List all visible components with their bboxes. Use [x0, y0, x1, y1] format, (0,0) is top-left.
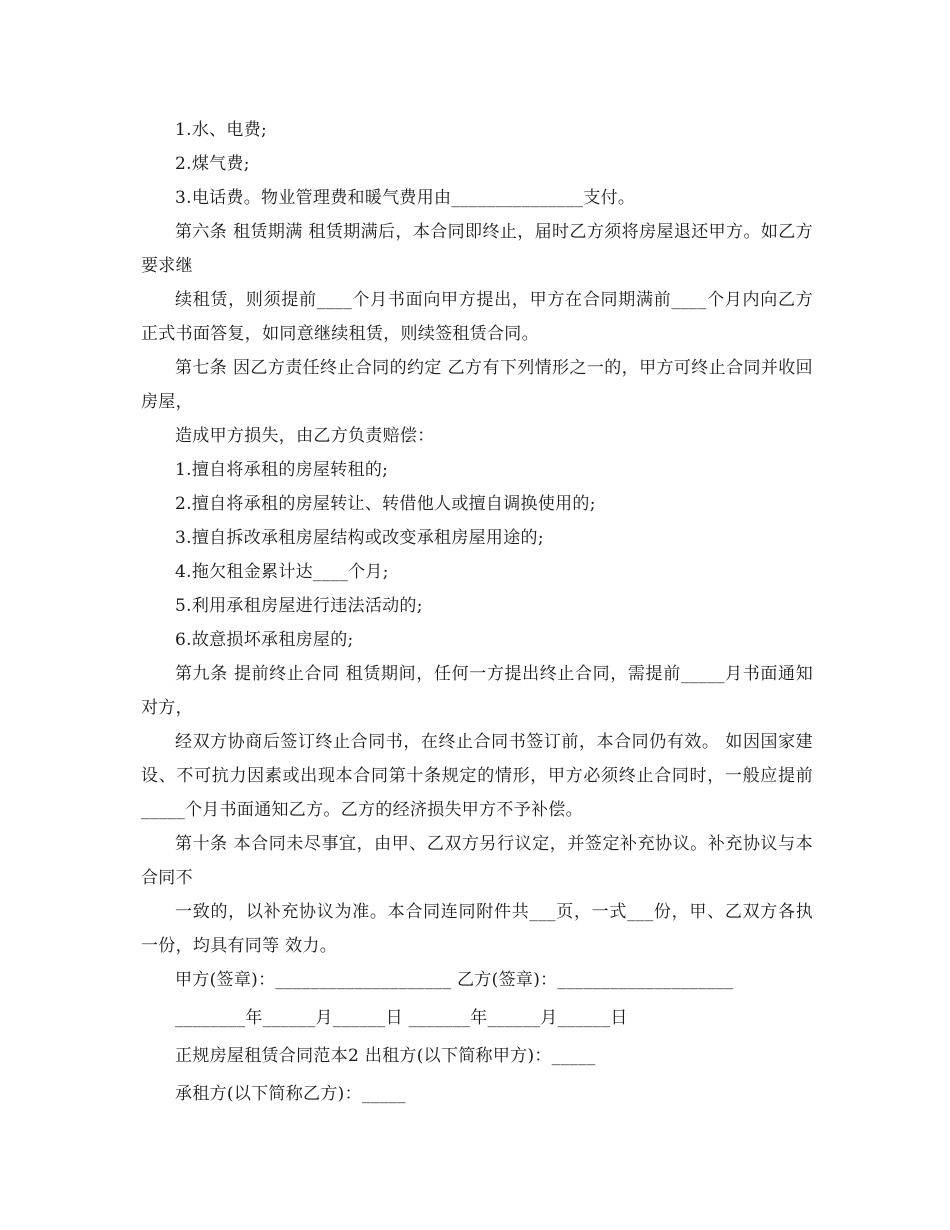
list-item-damage: 6.故意损坏承租房屋的;	[175, 630, 354, 650]
template-2-title-line: 正规房屋租赁合同范本2 出租方(以下简称甲方)：_____	[175, 1046, 596, 1066]
list-item-sublet: 1.擅自将承租的房屋转租的;	[175, 460, 389, 480]
list-item-phone-fees: 3.电话费。物业管理费和暖气费用由_______________支付。	[175, 188, 636, 208]
date-line: ________年______月______日 _______年______月______日	[175, 1008, 628, 1028]
article-9-detail-paragraph: 经双方协商后签订终止合同书，在终止合同书签订前，本合同仍有效。 如因国家建设、不可抗力因素或出现本合同第十条规定的情形，甲方必须终止合同时，一般应提前_____个月书面通知乙方。乙方的经济损失甲方不予补偿。	[141, 732, 813, 820]
article-6-renewal-paragraph: 续租赁，则须提前____个月书面向甲方提出，甲方在合同期满前____个月内向乙方正式书面答复，如同意继续租赁，则续签租赁合同。	[141, 290, 813, 344]
list-item-alteration: 3.擅自拆改承租房屋结构或改变承租房屋用途的;	[175, 528, 544, 548]
lessee-line: 承租方(以下简称乙方)：_____	[175, 1084, 406, 1104]
list-item-illegal-use: 5.利用承租房屋进行违法活动的;	[175, 596, 423, 616]
article-10-heading-paragraph: 第十条 本合同未尽事宜，由甲、乙双方另行议定，并签定补充协议。补充协议与本合同不	[141, 834, 813, 888]
article-6-heading-paragraph: 第六条 租赁期满 租赁期满后，本合同即终止，届时乙方须将房屋退还甲方。如乙方要求继	[141, 222, 813, 276]
list-item-transfer: 2.擅自将承租的房屋转让、转借他人或擅自调换使用的;	[175, 494, 596, 514]
article-10-detail-paragraph: 一致的，以补充协议为准。本合同连同附件共___页，一式___份，甲、乙双方各执一份，均具有同等 效力。	[141, 902, 813, 956]
list-item-rent-arrears: 4.拖欠租金累计达____个月;	[175, 562, 389, 582]
article-9-heading-paragraph: 第九条 提前终止合同 租赁期间，任何一方提出终止合同，需提前_____月书面通知对方，	[141, 664, 813, 718]
list-item-gas: 2.煤气费;	[175, 154, 250, 174]
signature-line: 甲方(签章)：____________________ 乙方(签章)：____________________	[175, 970, 734, 990]
article-7-heading-paragraph: 第七条 因乙方责任终止合同的约定 乙方有下列情形之一的，甲方可终止合同并收回房屋，	[141, 358, 813, 412]
article-7-liability-line: 造成甲方损失，由乙方负责赔偿：	[175, 426, 435, 446]
list-item-water-electricity: 1.水、电费;	[175, 120, 268, 140]
